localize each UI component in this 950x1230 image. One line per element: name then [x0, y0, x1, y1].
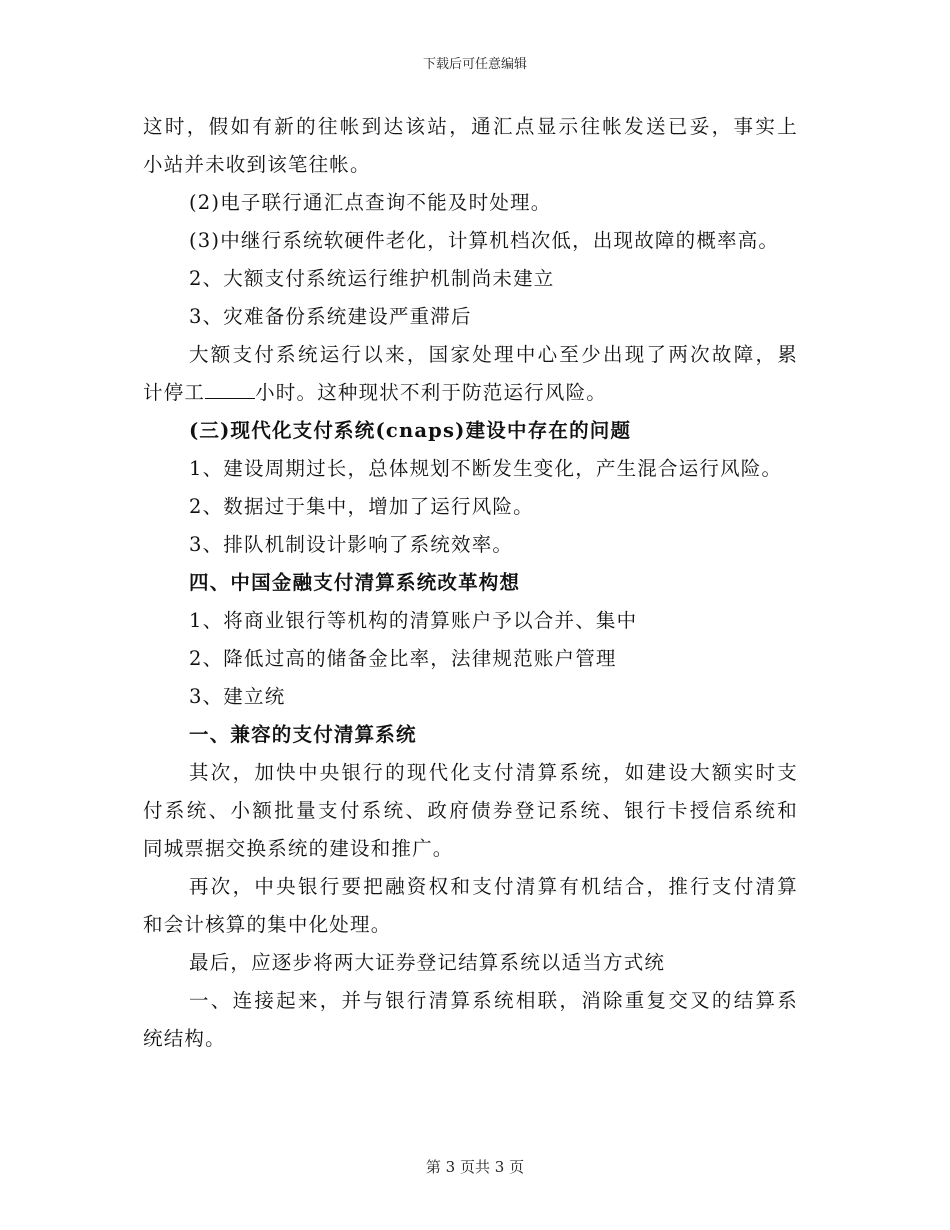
paragraph-line: 再次，中央银行要把融资权和支付清算有机结合，推行支付清算 [189, 875, 798, 898]
section-heading: (三)现代化支付系统(cnaps)建设中存在的问题 [189, 419, 632, 442]
section-heading: 一、兼容的支付清算系统 [189, 723, 417, 746]
list-item: (2)电子联行通汇点查询不能及时处理。 [189, 191, 552, 214]
list-item: 1、建设周期过长，总体规划不断发生变化，产生混合运行风险。 [189, 457, 783, 480]
paragraph-line: 大额支付系统运行以来，国家处理中心至少出现了两次故障，累 [189, 343, 798, 366]
list-item: 2、数据过于集中，增加了运行风险。 [189, 495, 534, 518]
paragraph-line: 最后，应逐步将两大证券登记结算系统以适当方式统 [189, 951, 666, 974]
list-item: 3、灾难备份系统建设严重滞后 [189, 305, 472, 328]
paragraph-line: 同城票据交换系统的建设和推广。 [143, 837, 454, 860]
paragraph-line: 和会计核算的集中化处理。 [143, 913, 392, 936]
page-header: 下载后可任意编辑 [422, 57, 527, 72]
paragraph-line [143, 374, 798, 412]
paragraph-text: 计停工 [143, 381, 206, 404]
paragraph-line: 一、连接起来，并与银行清算系统相联，消除重复交叉的结算系 [189, 989, 798, 1012]
paragraph-line: 付系统、小额批量支付系统、政府债券登记系统、银行卡授信系统和 [143, 799, 798, 822]
section-heading: 四、中国金融支付清算系统改革构想 [189, 571, 521, 594]
paragraph-line: 这时，假如有新的往帐到达该站，通汇点显示往帐发送已妥，事实上 [143, 115, 798, 138]
page-footer: 第 3 页共 3 页 [425, 1158, 525, 1176]
list-item: 3、建立统 [189, 685, 286, 708]
fill-in-blank [205, 376, 255, 399]
paragraph-line: 小站并未收到该笔往帐。 [143, 153, 371, 176]
list-item: 1、将商业银行等机构的清算账户予以合并、集中 [189, 609, 638, 632]
list-item: 2、大额支付系统运行维护机制尚未建立 [189, 267, 555, 290]
paragraph-line: 其次，加快中央银行的现代化支付清算系统，如建设大额实时支 [189, 761, 798, 784]
list-item: (3)中继行系统软硬件老化，计算机档次低，出现故障的概率高。 [189, 229, 780, 252]
paragraph-text: 小时。这种现状不利于防范运行风险。 [255, 381, 608, 404]
list-item: 2、降低过高的储备金比率，法律规范账户管理 [189, 647, 617, 670]
document-body [143, 108, 798, 1058]
list-item: 3、排队机制设计影响了系统效率。 [189, 533, 514, 556]
paragraph-line: 统结构。 [143, 1027, 226, 1050]
